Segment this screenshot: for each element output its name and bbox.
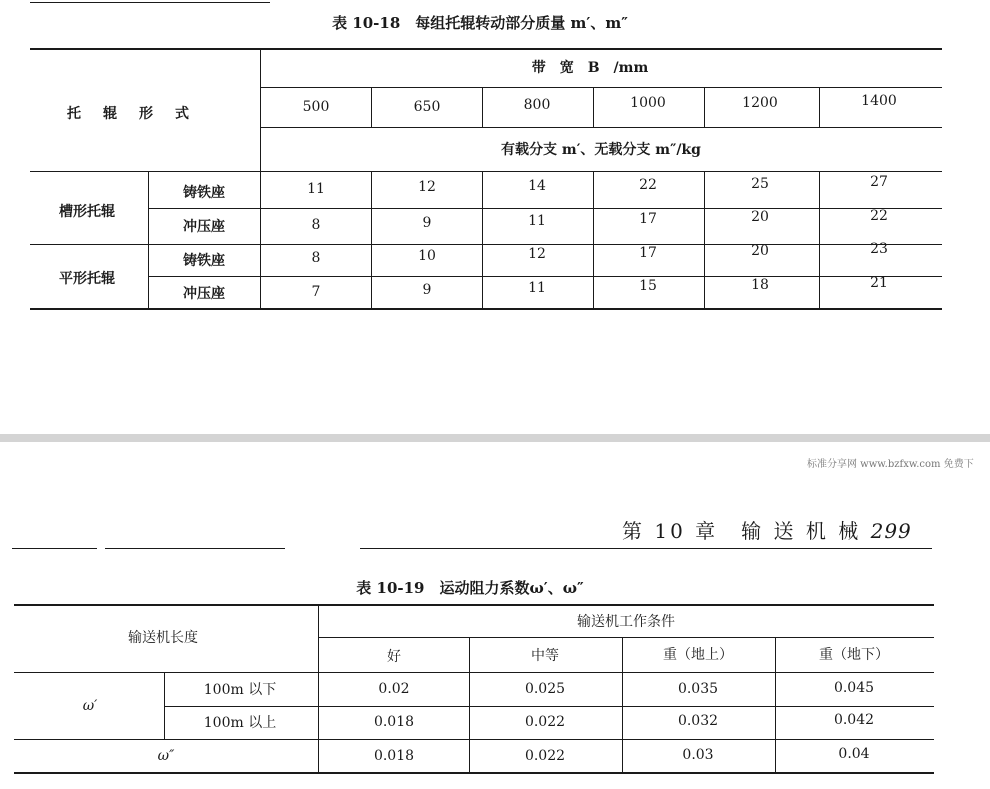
- col-rule-w1: [371, 87, 372, 127]
- row-header-idler-type: 托 辊 形 式: [67, 106, 193, 122]
- mass-value: 22: [870, 208, 888, 224]
- mass-header: 有载分支 m′、无载分支 m″/kg: [501, 142, 701, 158]
- mass-value: 7: [311, 284, 321, 300]
- mass-value: 12: [528, 246, 546, 262]
- col-rule-w2-body: [482, 171, 483, 308]
- mass-value: 11: [528, 280, 546, 296]
- mass-value: 14: [528, 178, 546, 194]
- header-rule-c: [360, 548, 932, 549]
- width-cell: 1200: [742, 95, 778, 111]
- width-cell: 800: [523, 97, 551, 113]
- mass-value: 25: [751, 176, 769, 192]
- coef-value: 0.022: [524, 748, 566, 764]
- coef-value: 0.042: [833, 712, 875, 728]
- chapter-header: [622, 515, 912, 544]
- t19-col-c3: [775, 637, 776, 772]
- length-label: 100m 以下: [203, 682, 277, 698]
- mass-value: 11: [307, 181, 325, 197]
- mass-value: 20: [751, 209, 769, 225]
- seat-label: 冲压座: [183, 219, 225, 235]
- table-10-19-title: 表 10-19 运动阻力系数ω′、ω″: [356, 579, 584, 597]
- t19-col-c1: [469, 637, 470, 772]
- mass-value: 15: [639, 278, 657, 294]
- mass-value: 21: [870, 275, 888, 291]
- chapter-title: 第 10 章 输 送 机 械: [622, 519, 862, 543]
- header-rule-a: [12, 548, 97, 549]
- mass-value: 9: [422, 215, 432, 231]
- table19-row-rule: [164, 706, 934, 707]
- conveyor-length-header: 输送机长度: [128, 630, 198, 646]
- working-condition-header: 输送机工作条件: [577, 614, 675, 630]
- coef-value: 0.018: [373, 748, 415, 764]
- col-rule-w5: [819, 87, 820, 127]
- mass-value: 8: [311, 217, 321, 233]
- mass-value: 18: [751, 277, 769, 293]
- col-rule-w4-body: [704, 171, 705, 308]
- mass-value: 17: [639, 211, 657, 227]
- mass-value: 27: [870, 174, 888, 190]
- table19-cond-rule: [318, 637, 934, 638]
- table19-header-rule: [14, 672, 934, 673]
- coef-value: 0.03: [682, 747, 714, 763]
- table19-top-rule: [14, 604, 934, 606]
- t19-col-length: [164, 672, 165, 739]
- width-cell: 650: [413, 99, 441, 115]
- mass-value: 9: [422, 282, 432, 298]
- seat-label: 冲压座: [183, 286, 225, 302]
- col-rule-w3: [593, 87, 594, 127]
- col-rule-w2: [482, 87, 483, 127]
- mass-value: 20: [751, 243, 769, 259]
- rule-row-3: [148, 276, 942, 277]
- group-trough-idler: 槽形托辊: [59, 204, 115, 220]
- seat-label: 铸铁座: [183, 253, 225, 269]
- rule-group-split: [30, 244, 942, 245]
- table19-bottom-rule: [14, 772, 934, 774]
- mass-value: 12: [418, 179, 436, 195]
- width-cell: 500: [302, 99, 330, 115]
- col-rule-w4: [704, 87, 705, 127]
- page-number: 299: [870, 519, 912, 543]
- coef-value: 0.035: [677, 681, 719, 697]
- table-top-rule: [30, 48, 942, 50]
- condition-cell: 重（地下）: [819, 647, 889, 663]
- omega-double-prime-label: ω″: [157, 748, 175, 764]
- mass-value: 22: [639, 177, 657, 193]
- width-cell: 1400: [861, 93, 897, 109]
- width-cell: 1000: [630, 95, 666, 111]
- mass-value: 23: [870, 241, 888, 257]
- seat-label: 铸铁座: [183, 185, 225, 201]
- mass-value: 11: [528, 213, 546, 229]
- mass-value: 8: [311, 250, 321, 266]
- condition-cell: 重（地上）: [663, 647, 733, 663]
- band-width-header: 带 宽 B /mm: [531, 60, 649, 76]
- t19-col-main: [318, 604, 319, 772]
- top-rule-fragment: [30, 2, 270, 3]
- coef-value: 0.018: [373, 714, 415, 730]
- coef-value: 0.04: [838, 746, 870, 762]
- condition-cell: 中等: [531, 648, 559, 664]
- omega-prime-label: ω′: [82, 698, 98, 714]
- watermark: 标准分享网 www.bzfxw.com 免费下: [807, 459, 974, 470]
- mass-value: 17: [639, 245, 657, 261]
- col-rule-seat: [148, 171, 149, 308]
- coef-value: 0.025: [524, 681, 566, 697]
- rule-row-1: [148, 208, 942, 209]
- rule-below-widths: [260, 127, 942, 128]
- condition-cell: 好: [387, 649, 401, 665]
- table19-omega-rule: [14, 739, 934, 740]
- col-rule-w1-body: [371, 171, 372, 308]
- col-rule-w3-body: [593, 171, 594, 308]
- col-rule-main: [260, 48, 261, 308]
- mass-value: 10: [418, 248, 436, 264]
- coef-value: 0.032: [677, 713, 719, 729]
- page-separator: [0, 434, 990, 442]
- table-10-18-title: 表 10-18 每组托辊转动部分质量 m′、m″: [332, 14, 628, 32]
- header-rule-b: [105, 548, 285, 549]
- coef-value: 0.022: [524, 714, 566, 730]
- rule-below-band-width: [260, 87, 942, 88]
- group-flat-idler: 平形托辊: [59, 271, 115, 287]
- col-rule-w5-body: [819, 171, 820, 308]
- coef-value: 0.02: [378, 681, 410, 697]
- coef-value: 0.045: [833, 680, 875, 696]
- t19-col-c2: [622, 637, 623, 772]
- length-label: 100m 以上: [203, 715, 277, 731]
- table-bottom-rule: [30, 308, 942, 310]
- rule-below-header: [30, 171, 942, 172]
